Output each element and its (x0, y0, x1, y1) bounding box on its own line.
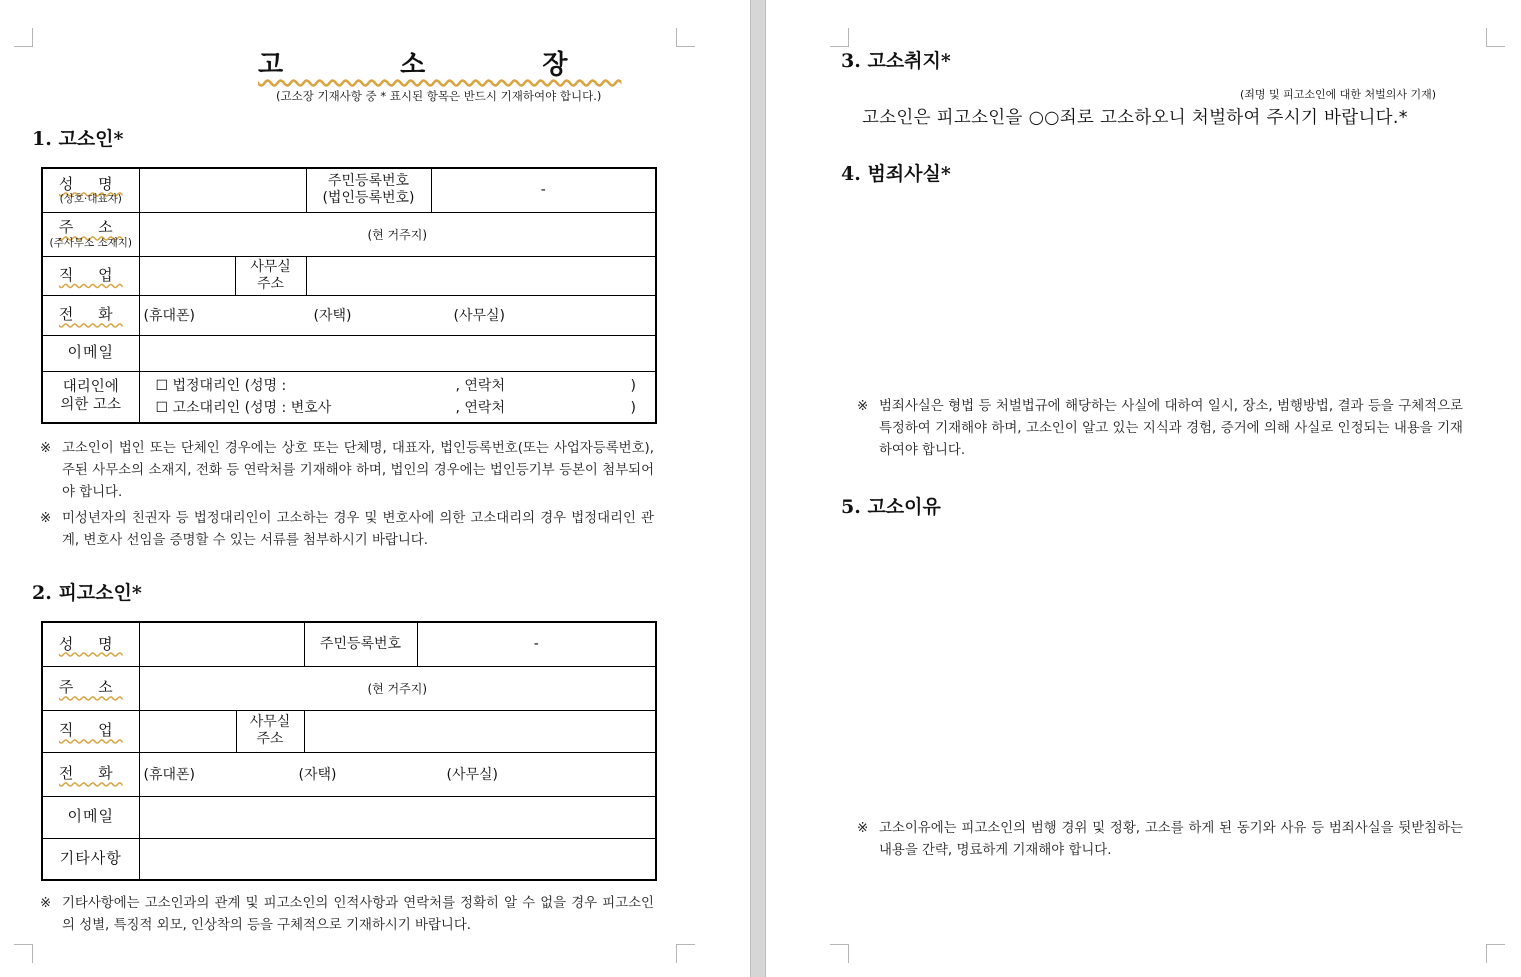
representative-label: 대리인에 의한 고소 (42, 371, 139, 423)
complainant-phone-label: 전 화 (42, 295, 139, 335)
complainant-email-field[interactable] (139, 335, 656, 371)
reason-note: ※ 고소이유에는 피고소인의 범행 경위 및 정황, 고소를 하게 된 동기와 사유 등 범죄사실을 뒷받침하는 내용을 간략, 명료하게 기재해야 합니다. (857, 821, 1463, 858)
section-heading-purpose: 3. 고소취지* (841, 50, 951, 72)
attorney-rep-checkbox[interactable]: ☐ 고소대리인 (성명 : 변호사 (155, 399, 332, 416)
margin-mark (1486, 944, 1505, 963)
accused-job-field[interactable] (139, 710, 236, 752)
accused-name-field[interactable] (139, 622, 304, 666)
purpose-statement: 고소인은 피고소인을 ○○죄로 고소하오니 처벌하여 주시기 바랍니다.* (862, 108, 1408, 128)
margin-mark (676, 28, 695, 47)
complainant-address-label: 주 소 (주사무소 소재지) (42, 212, 139, 256)
margin-mark (14, 944, 33, 963)
section-heading-reason: 5. 고소이유 (841, 496, 941, 518)
complainant-address-field[interactable]: (현 거주지) (139, 212, 656, 256)
complainant-office-field[interactable] (306, 256, 656, 295)
phone-home-label: (자택) (298, 767, 337, 783)
accused-rrn-field[interactable]: - (417, 622, 656, 666)
phone-mobile-label: (휴대폰) (143, 308, 195, 324)
section-heading-crime-facts: 4. 범죄사실* (841, 163, 951, 185)
phone-mobile-label: (휴대폰) (143, 767, 195, 783)
complainant-table (41, 167, 657, 424)
accused-email-label: 이메일 (42, 796, 139, 838)
section-heading-accused: 2. 피고소인* (32, 582, 142, 604)
complainant-email-label: 이메일 (42, 335, 139, 371)
accused-table (41, 621, 657, 881)
page-gutter (750, 0, 766, 977)
page-left (0, 0, 750, 977)
complainant-note-1: ※ 고소인이 법인 또는 단체인 경우에는 상호 또는 단체명, 대표자, 법인등록번호(또는 사업자등록번호), 주된 사무소의 소재지, 전화 등 연락처를 기재해야 하며, 법인의 경우에는 법인등기부 등본이 첨부되어야 합니다. (40, 441, 654, 500)
margin-mark (14, 28, 33, 47)
accused-address-field[interactable]: (현 거주지) (139, 666, 656, 710)
accused-address-label: 주 소 (42, 666, 139, 710)
complainant-rrn-field[interactable]: - (431, 168, 656, 212)
legal-rep-checkbox[interactable]: ☐ 법정대리인 (성명 : (155, 377, 287, 394)
complainant-job-label: 직 업 (42, 256, 139, 295)
margin-mark (1486, 28, 1505, 47)
margin-mark (830, 944, 849, 963)
complainant-office-label: 사무실 주소 (235, 256, 306, 295)
document-title: 고 소 장 (258, 50, 622, 80)
accused-other-label: 기타사항 (42, 838, 139, 880)
representative-field[interactable]: ☐ 법정대리인 (성명 : , 연락처 ) ☐ 고소대리인 (성명 : 변호사 , 연락처 ) (139, 371, 656, 423)
instruction-text: (고소장 기재사항 중 * 표시된 항목은 반드시 기재하여야 합니다.) (276, 89, 602, 103)
complainant-job-field[interactable] (139, 256, 235, 295)
margin-mark (676, 944, 695, 963)
complainant-name-field[interactable] (139, 168, 306, 212)
complainant-rrn-label: 주민등록번호 (법인등록번호) (306, 168, 431, 212)
accused-office-label: 사무실 주소 (236, 710, 304, 752)
phone-office-label: (사무실) (446, 767, 498, 783)
complainant-phone-field[interactable] (139, 295, 656, 335)
accused-note: ※ 기타사항에는 고소인과의 관계 및 피고소인의 인적사항과 연락처를 정확히 알 수 없을 경우 피고소인의 성별, 특징적 외모, 인상착의 등을 구체적으로 기재하시기 바랍니다. (40, 896, 654, 933)
page-right (766, 0, 1521, 977)
accused-job-label: 직 업 (42, 710, 139, 752)
accused-email-field[interactable] (139, 796, 656, 838)
margin-mark (830, 28, 849, 47)
accused-phone-field[interactable] (139, 752, 656, 796)
accused-office-field[interactable] (304, 710, 656, 752)
phone-home-label: (자택) (313, 308, 352, 324)
accused-name-label: 성 명 (42, 622, 139, 666)
phone-office-label: (사무실) (453, 308, 505, 324)
accused-other-field[interactable] (139, 838, 656, 880)
accused-rrn-label: 주민등록번호 (304, 622, 417, 666)
complainant-name-label: 성 명 (상호·대표자) (42, 168, 139, 212)
purpose-hint: (죄명 및 피고소인에 대한 처벌의사 기재) (1240, 88, 1437, 101)
crime-facts-note: ※ 범죄사실은 형법 등 처벌법규에 해당하는 사실에 대하여 일시, 장소, 범행방법, 결과 등을 구체적으로 특정하여 기재해야 하며, 고소인이 알고 있는 지식과 경험, 증거에 의해 사실로 인정되는 내용을 기재하여야 합니다. (857, 399, 1463, 458)
accused-phone-label: 전 화 (42, 752, 139, 796)
complainant-note-2: ※ 미성년자의 친권자 등 법정대리인이 고소하는 경우 및 변호사에 의한 고소대리의 경우 법정대리인 관계, 변호사 선임을 증명할 수 있는 서류를 첨부하시기 바랍니다. (40, 511, 654, 548)
section-heading-complainant: 1. 고소인* (32, 128, 124, 150)
